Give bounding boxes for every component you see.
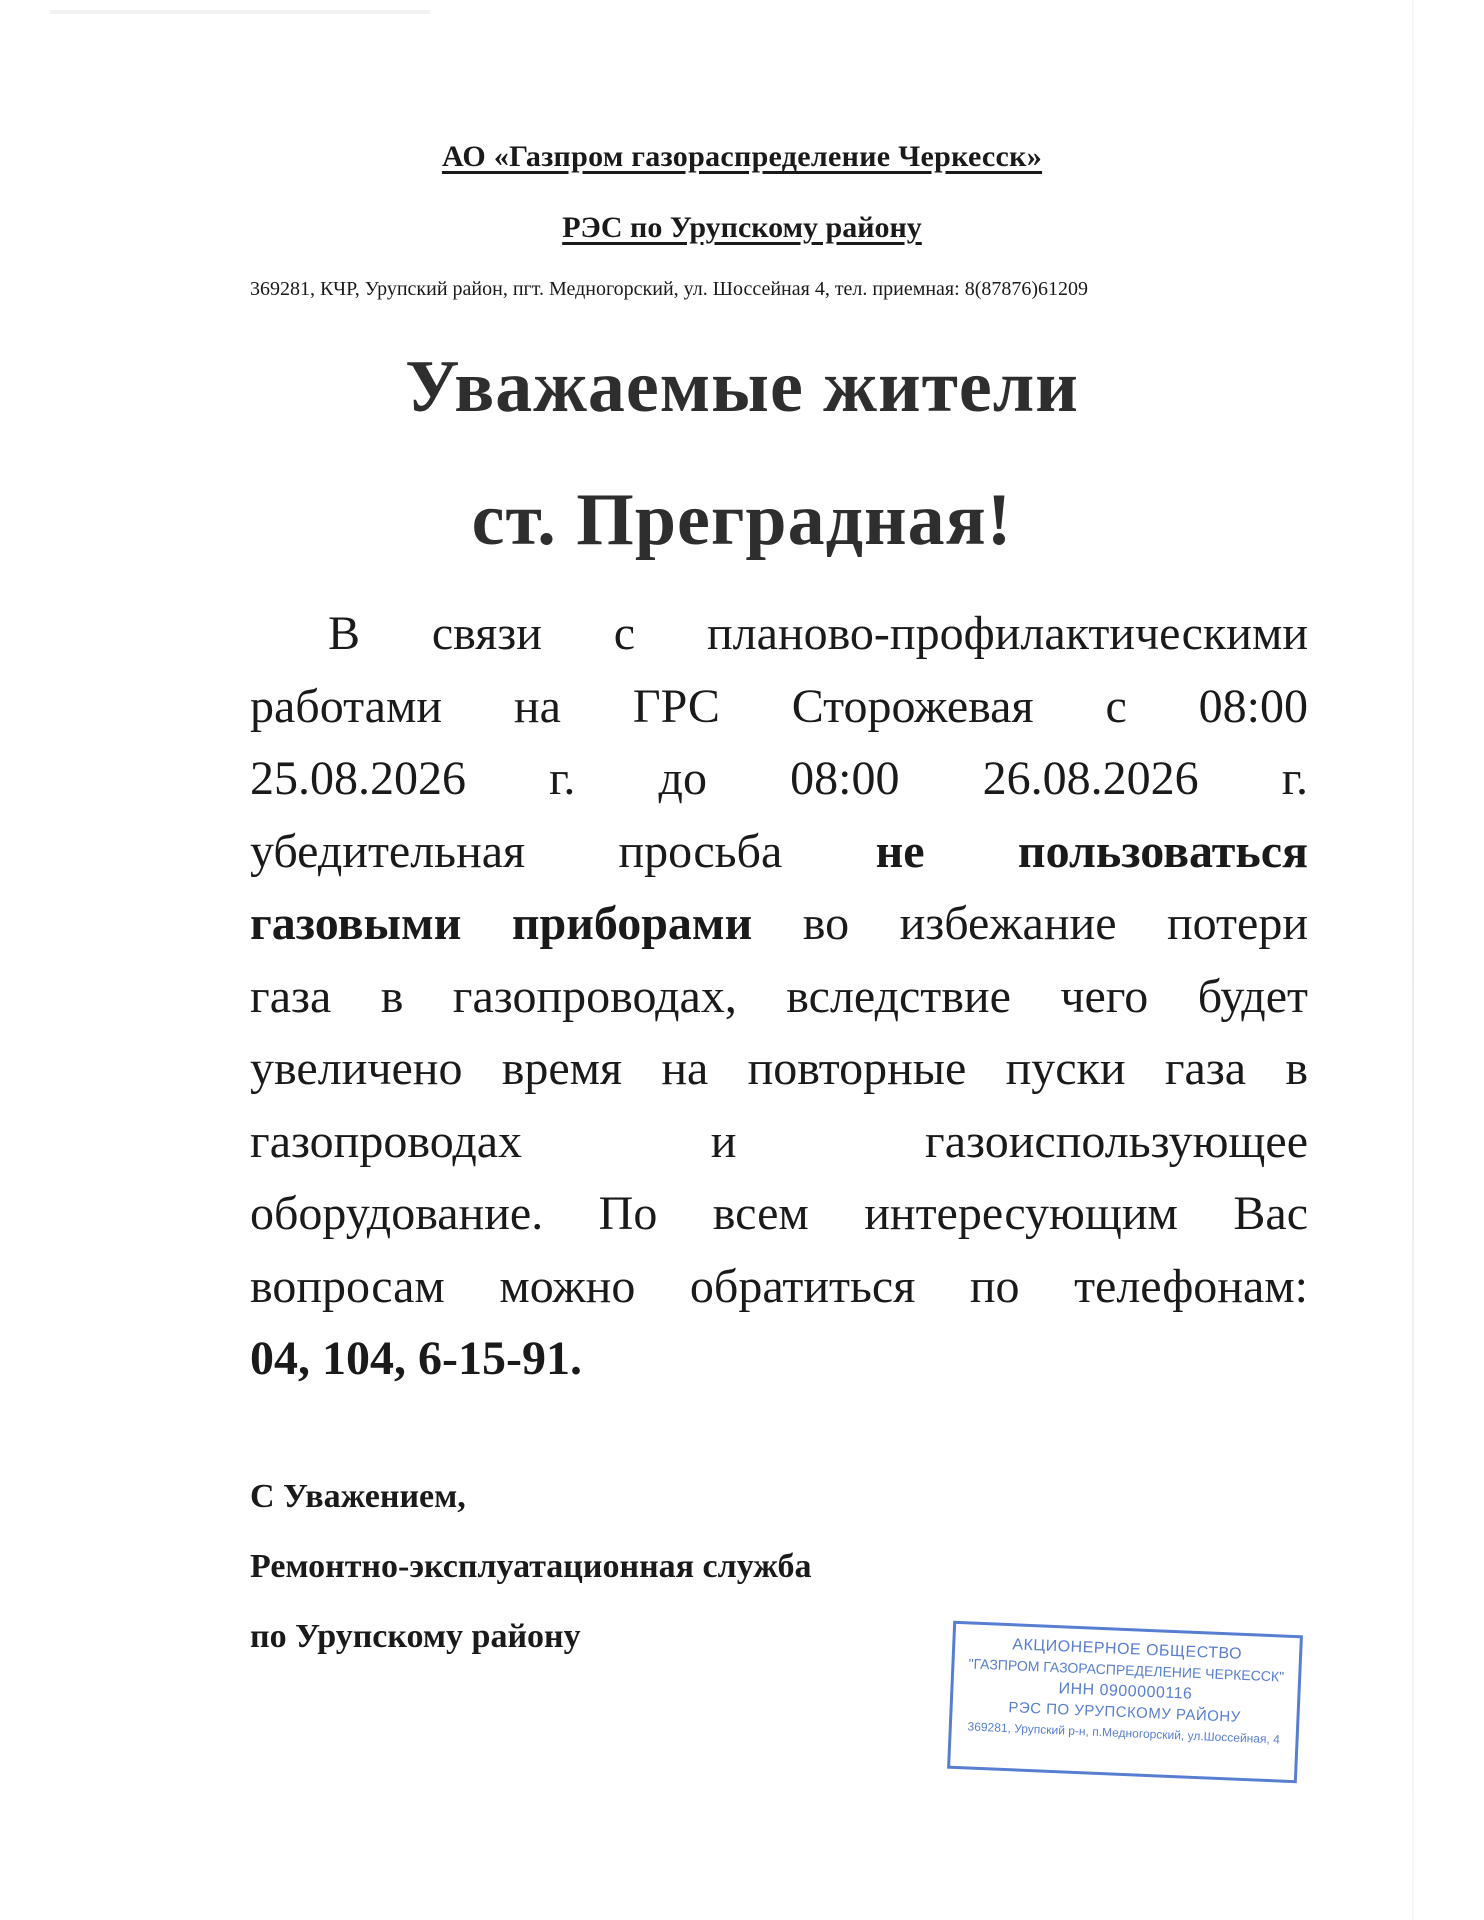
stamp-address: 369281, Урупский р-н, п.Медногорский, ул.Шоссейная, 4 xyxy=(967,1719,1281,1747)
branch-name: РЭС по Урупскому району xyxy=(562,211,922,244)
scan-top-shadow xyxy=(50,10,430,14)
stamp-line: РЭС ПО УРУПСКОМУ РАЙОНУ xyxy=(1008,1699,1242,1726)
body-text-plain: убедительная просьба xyxy=(250,824,783,878)
body-line: газопроводах и газоиспользующее xyxy=(250,1114,1308,1168)
body-line-phones xyxy=(250,1323,1308,1396)
body-line: 25.08.2026 г. до 08:00 26.08.2026 г. xyxy=(250,752,1308,805)
signoff-district: по Урупскому району xyxy=(250,1618,581,1655)
body-line xyxy=(250,888,1308,961)
headline-greeting: Уважаемые жители xyxy=(405,346,1079,428)
body-line: оборудование. По всем интересующим Вас xyxy=(250,1187,1308,1240)
body-line: газа в газопроводах, вследствие чего будет xyxy=(250,969,1308,1023)
signoff-service: Ремонтно-эксплуатационная служба xyxy=(250,1548,812,1585)
body-line xyxy=(250,816,1308,889)
body-text-emphasis: газовыми приборами xyxy=(250,897,753,950)
headline-village: ст. Преградная! xyxy=(471,479,1013,561)
stamp-inn: ИНН 0900000116 xyxy=(1058,1680,1193,1703)
body-line: вопросам можно обратиться по телефонам: xyxy=(250,1259,1308,1313)
body-line: увеличено время на повторные пуски газа в xyxy=(250,1042,1308,1095)
body-text-plain: во избежание потери xyxy=(802,897,1309,950)
body-text-emphasis: не пользоваться xyxy=(875,824,1308,878)
body-line: В связи с планово-профилактическими xyxy=(328,607,1308,660)
body-line: работами на ГРС Сторожевая с 08:00 xyxy=(250,679,1308,733)
stamp-line: АКЦИОНЕРНОЕ ОБЩЕСТВО xyxy=(1012,1636,1243,1663)
scan-edge-shadow xyxy=(1412,0,1414,1920)
stamp-line: "ГАЗПРОМ ГАЗОРАСПРЕДЕЛЕНИЕ ЧЕРКЕССК" xyxy=(968,1655,1285,1685)
phone-numbers: 04, 104, 6-15-91. xyxy=(250,1332,582,1385)
address-line: 369281, КЧР, Урупский район, пгт. Медногорский, ул. Шоссейная 4, тел. приемная: 8(87876)61209 xyxy=(250,278,1089,300)
organization-name: АО «Газпром газораспределение Черкесск» xyxy=(441,140,1043,173)
signoff-greeting: С Уважением, xyxy=(250,1478,466,1515)
notice-body xyxy=(250,598,1308,1396)
company-stamp xyxy=(947,1621,1303,1784)
